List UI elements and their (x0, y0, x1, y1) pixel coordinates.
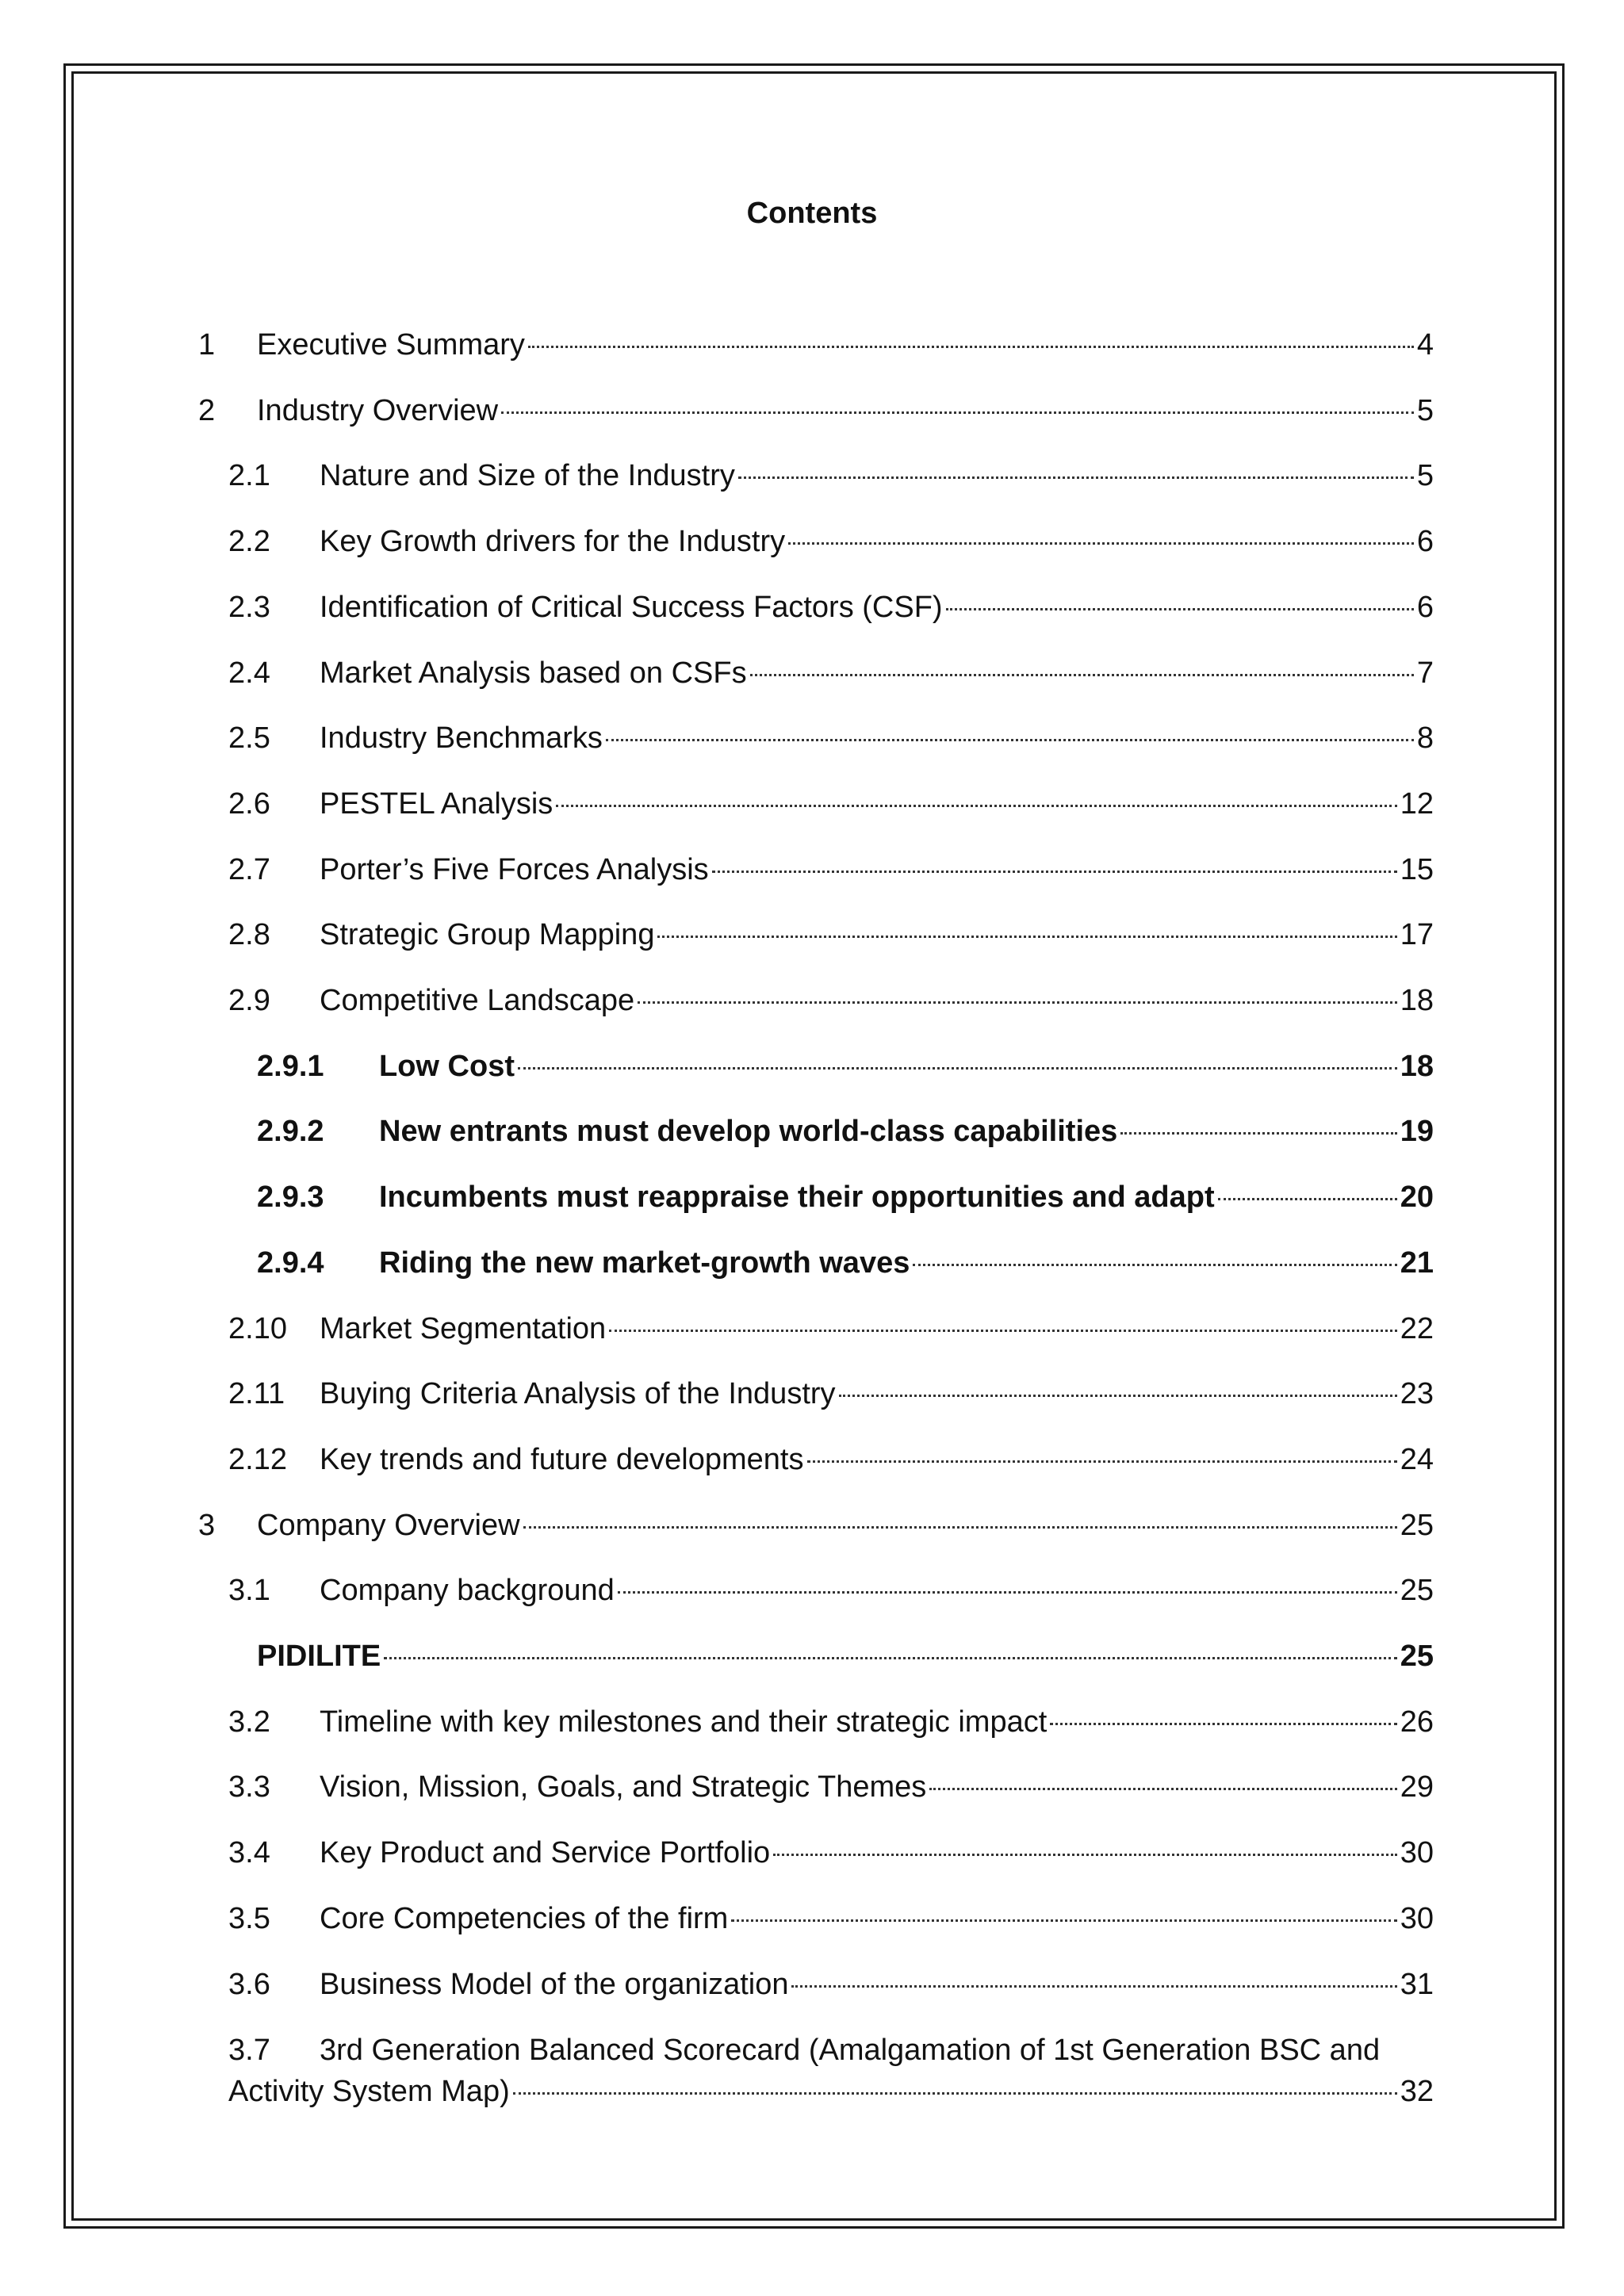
toc-entry[interactable] (228, 1374, 1434, 1414)
toc-entry-title: Business Model of the organization (320, 1968, 789, 2001)
toc-entry-number: 2.8 (228, 918, 270, 951)
toc-entry-title: Market Segmentation (320, 1312, 607, 1345)
toc-entry-page-number: 20 (1400, 1181, 1434, 1214)
toc-entry-page-number: 29 (1400, 1770, 1434, 1804)
dot-leader (609, 1330, 1397, 1332)
toc-entry-number: 2.1 (228, 459, 270, 492)
toc-entry-number: 2.5 (228, 721, 270, 755)
toc-entry-number: 3 (198, 1509, 216, 1542)
toc-entry-page-number: 19 (1400, 1115, 1434, 1148)
toc-entry-page-number: 22 (1400, 1312, 1434, 1345)
toc-entry-number: 2.4 (228, 656, 270, 690)
dot-leader (913, 1264, 1396, 1266)
toc-entry-title: Riding the new market-growth waves (379, 1246, 910, 1280)
toc-entry-page-number: 25 (1400, 1509, 1434, 1542)
toc-entry-title: Company background (320, 1574, 615, 1607)
toc-entry-number: 2.6 (228, 787, 270, 821)
toc-entry-page-number: 7 (1416, 656, 1434, 690)
toc-entry[interactable] (228, 456, 1434, 496)
dot-leader (738, 476, 1414, 479)
toc-entry-number: 3.7 (228, 2034, 270, 2067)
toc-entry-title: Timeline with key milestones and their strategic impact (320, 1705, 1048, 1739)
dot-leader (528, 346, 1414, 348)
toc-entry-number: 3.2 (228, 1705, 270, 1739)
toc-entry-page-number: 24 (1400, 1443, 1434, 1476)
dot-leader (731, 1919, 1396, 1922)
toc-entry-page-number: 6 (1416, 525, 1434, 558)
toc-entry-title: Key Growth drivers for the Industry (320, 525, 786, 558)
toc-entry-title: Key Product and Service Portfolio (320, 1836, 771, 1869)
contents-title: Contents (746, 197, 878, 230)
toc-entry-number: 2.12 (228, 1443, 287, 1476)
toc-entry[interactable] (198, 391, 1434, 430)
toc-entry-number: 2 (198, 394, 216, 427)
toc-entry[interactable] (257, 1112, 1434, 1151)
dot-leader (513, 2092, 1397, 2095)
dot-leader (1050, 1723, 1396, 1725)
dot-leader (1218, 1198, 1397, 1200)
toc-entry-title: Competitive Landscape (320, 984, 635, 1017)
toc-entry-page-number: 30 (1400, 1902, 1434, 1935)
toc-entry[interactable] (198, 1506, 1434, 1545)
toc-entry-title: Vision, Mission, Goals, and Strategic Themes (320, 1770, 927, 1804)
dot-leader (384, 1657, 1396, 1659)
dot-leader (712, 871, 1397, 873)
toc-entry-page-number: 18 (1400, 1050, 1434, 1083)
toc-entry-title: PIDILITE (257, 1640, 381, 1673)
toc-entry-title: Industry Benchmarks (320, 721, 603, 755)
toc-entry-title: 3rd Generation Balanced Scorecard (Amalgamation of 1st Generation BSC and (320, 2034, 1381, 2067)
toc-entry-title: Porter’s Five Forces Analysis (320, 853, 709, 886)
dot-leader (750, 674, 1414, 676)
toc-entry-number: 2.9.2 (257, 1115, 324, 1148)
dot-leader (773, 1854, 1397, 1856)
dot-leader (788, 542, 1414, 545)
toc-entry-page-number: 32 (1400, 2075, 1434, 2108)
toc-entry[interactable] (228, 718, 1434, 758)
toc-entry[interactable] (228, 1440, 1434, 1479)
toc-entry-number: 2.10 (228, 1312, 287, 1345)
toc-entry-page-number: 5 (1416, 459, 1434, 492)
toc-entry[interactable] (257, 1047, 1434, 1086)
toc-entry-number: 3.6 (228, 1968, 270, 2001)
toc-entry-title: Key trends and future developments (320, 1443, 804, 1476)
toc-entry-title: Strategic Group Mapping (320, 918, 655, 951)
dot-leader (556, 805, 1396, 807)
toc-entry-number: 2.9.3 (257, 1181, 324, 1214)
toc-entry-number: 2.2 (228, 525, 270, 558)
toc-entry-number: 2.9 (228, 984, 270, 1017)
dot-leader (946, 608, 1414, 610)
toc-entry-title: PESTEL Analysis (320, 787, 553, 821)
toc-entry-title-continued: Activity System Map) (228, 2075, 510, 2108)
toc-entry[interactable] (228, 522, 1434, 561)
toc-entry-number: 3.3 (228, 1770, 270, 1804)
dot-leader (618, 1591, 1397, 1594)
toc-entry-number: 3.5 (228, 1902, 270, 1935)
toc-entry[interactable] (228, 1899, 1434, 1938)
toc-entry-page-number: 26 (1400, 1705, 1434, 1739)
toc-entry-page-number: 8 (1416, 721, 1434, 755)
toc-entry-title: New entrants must develop world-class capabilities (379, 1115, 1118, 1148)
toc-entry[interactable] (257, 1243, 1434, 1283)
toc-entry[interactable] (228, 1767, 1434, 1807)
toc-entry-number: 3.1 (228, 1574, 270, 1607)
dot-leader (501, 411, 1414, 414)
toc-entry-page-number: 18 (1400, 984, 1434, 1017)
toc-entry[interactable] (228, 850, 1434, 890)
dot-leader (657, 936, 1396, 938)
toc-entry-page-number: 12 (1400, 787, 1434, 821)
toc-entry[interactable] (228, 1309, 1434, 1349)
dot-leader (807, 1460, 1397, 1463)
toc-entry-number: 2.9.1 (257, 1050, 324, 1083)
toc-entry-page-number: 25 (1400, 1640, 1434, 1673)
toc-entry[interactable] (228, 587, 1434, 627)
toc-entry[interactable] (228, 915, 1434, 955)
toc-entry-page-number: 25 (1400, 1574, 1434, 1607)
dot-leader (1120, 1132, 1396, 1135)
toc-entry-title: Buying Criteria Analysis of the Industry (320, 1377, 836, 1410)
toc-entry-number: 1 (198, 328, 216, 362)
toc-entry-title: Nature and Size of the Industry (320, 459, 735, 492)
toc-entry-page-number: 31 (1400, 1968, 1434, 2001)
toc-entry-number: 2.7 (228, 853, 270, 886)
toc-entry-title: Low Cost (379, 1050, 515, 1083)
toc-entry[interactable] (198, 325, 1434, 365)
toc-entry-title: Market Analysis based on CSFs (320, 656, 747, 690)
toc-entry[interactable] (228, 784, 1434, 824)
dot-leader (606, 739, 1414, 741)
dot-leader (929, 1788, 1396, 1790)
toc-entry-page-number: 17 (1400, 918, 1434, 951)
toc-entry-page-number: 21 (1400, 1246, 1434, 1280)
toc-entry-title: Industry Overview (257, 394, 499, 427)
dot-leader (523, 1526, 1397, 1529)
toc-entry-number: 3.4 (228, 1836, 270, 1869)
toc-entry-title: Company Overview (257, 1509, 520, 1542)
toc-entry[interactable] (257, 1177, 1434, 1217)
toc-entry[interactable] (257, 1636, 1434, 1676)
toc-entry[interactable] (228, 1833, 1434, 1873)
toc-entry-page-number: 23 (1400, 1377, 1434, 1410)
dot-leader (638, 1001, 1397, 1004)
toc-entry-page-number: 4 (1416, 328, 1434, 362)
toc-entry[interactable] (228, 2030, 1434, 2112)
toc-entry[interactable] (228, 981, 1434, 1020)
toc-entry-number: 2.3 (228, 591, 270, 624)
toc-entry[interactable] (228, 1571, 1434, 1610)
toc-entry-title: Executive Summary (257, 328, 525, 362)
toc-entry[interactable] (228, 1702, 1434, 1742)
toc-entry-number: 2.9.4 (257, 1246, 324, 1280)
dot-leader (791, 1985, 1396, 1988)
toc-entry-page-number: 6 (1416, 591, 1434, 624)
toc-entry[interactable] (228, 653, 1434, 693)
dot-leader (518, 1067, 1397, 1070)
toc-entry-page-number: 15 (1400, 853, 1434, 886)
dot-leader (839, 1395, 1397, 1397)
toc-entry-title: Core Competencies of the firm (320, 1902, 729, 1935)
toc-entry-page-number: 5 (1416, 394, 1434, 427)
toc-entry-number: 2.11 (228, 1377, 285, 1410)
toc-entry[interactable] (228, 1965, 1434, 2004)
toc-entry-title: Identification of Critical Success Factors (CSF) (320, 591, 943, 624)
toc-entry-title: Incumbents must reappraise their opportunities and adapt (379, 1181, 1215, 1214)
toc-entry-page-number: 30 (1400, 1836, 1434, 1869)
